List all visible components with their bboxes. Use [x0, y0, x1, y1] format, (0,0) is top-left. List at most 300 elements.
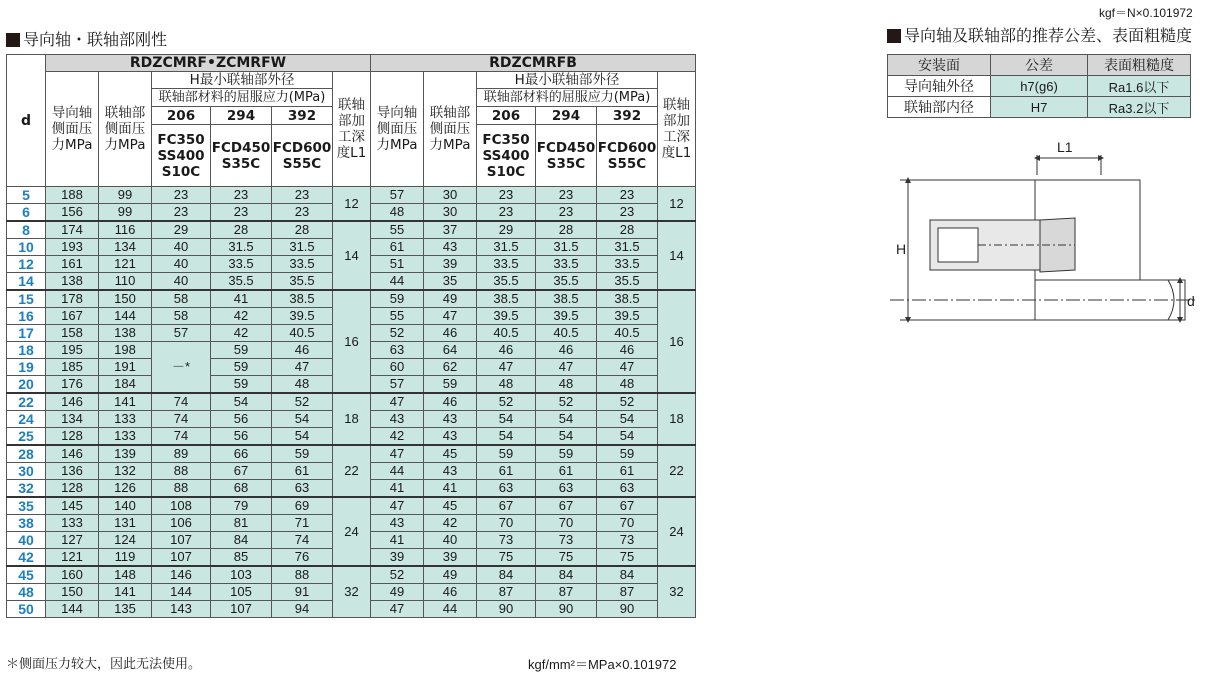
coupling-pressure-b: 59	[424, 376, 477, 394]
h-392: 52	[272, 393, 333, 411]
h-294: 54	[211, 393, 272, 411]
h-294-b: 28	[536, 221, 597, 239]
h-206-b: 38.5	[477, 290, 536, 308]
coupling-pressure: 133	[99, 428, 152, 446]
shaft-pressure-b: 55	[371, 308, 424, 325]
material-1: FC350 SS400 S10C	[477, 125, 536, 187]
coupling-pressure: 110	[99, 273, 152, 291]
coupling-pressure: 99	[99, 187, 152, 204]
shaft-pressure-b: 42	[371, 428, 424, 446]
h-294: 42	[211, 308, 272, 325]
h-392-b: 75	[597, 549, 658, 567]
d-value: 10	[7, 239, 46, 256]
coupling-pressure: 140	[99, 497, 152, 515]
h-206: 144	[152, 584, 211, 601]
table-row	[7, 445, 696, 463]
tol-header-surface: 安装面	[888, 55, 991, 76]
h-294: 107	[211, 601, 272, 618]
h-294-b: 23	[536, 204, 597, 222]
depth-l1-b: 16	[658, 290, 696, 393]
shaft-pressure-b: 57	[371, 187, 424, 204]
shaft-pressure-b: 41	[371, 532, 424, 549]
d-value: 45	[7, 566, 46, 584]
coupling-pressure-b: 45	[424, 445, 477, 463]
h-206: 146	[152, 566, 211, 584]
rigidity-table	[6, 54, 696, 618]
depth-l1: 14	[333, 221, 371, 290]
h-392: 88	[272, 566, 333, 584]
coupling-pressure-b: 43	[424, 463, 477, 480]
h-294-b: 70	[536, 515, 597, 532]
h-392-b: 47	[597, 359, 658, 376]
h-294-b: 73	[536, 532, 597, 549]
shaft-pressure-b: 39	[371, 549, 424, 567]
shaft-pressure: 167	[46, 308, 99, 325]
material-2: FCD450 S35C	[211, 125, 272, 187]
yield-stress-header: 联轴部材料的屈服应力(MPa)	[477, 89, 658, 107]
depth-header: 联轴部加工深度L1	[333, 72, 371, 187]
shaft-pressure-b: 61	[371, 239, 424, 256]
coupling-pressure: 191	[99, 359, 152, 376]
d-value: 40	[7, 532, 46, 549]
h-392-b: 90	[597, 601, 658, 618]
depth-l1: 12	[333, 187, 371, 222]
h-294-b: 46	[536, 342, 597, 359]
coupling-pressure-b: 46	[424, 584, 477, 601]
d-value: 42	[7, 549, 46, 567]
coupling-pressure: 141	[99, 393, 152, 411]
h-392: 35.5	[272, 273, 333, 291]
h-294-b: 90	[536, 601, 597, 618]
h-392: 63	[272, 480, 333, 498]
coupling-pressure-b: 43	[424, 411, 477, 428]
h-206: 88	[152, 480, 211, 498]
shaft-pressure-b: 41	[371, 480, 424, 498]
d-value: 24	[7, 411, 46, 428]
shaft-pressure: 128	[46, 428, 99, 446]
depth-l1-b: 18	[658, 393, 696, 445]
depth-l1: 24	[333, 497, 371, 566]
coupling-pressure-b: 62	[424, 359, 477, 376]
coupling-pressure: 144	[99, 308, 152, 325]
coupling-pressure-b: 43	[424, 428, 477, 446]
coupling-pressure: 138	[99, 325, 152, 342]
shaft-pressure: 146	[46, 445, 99, 463]
h-206-b: 84	[477, 566, 536, 584]
shaft-pressure-b: 47	[371, 601, 424, 618]
h-294: 67	[211, 463, 272, 480]
h-294-b: 75	[536, 549, 597, 567]
yield-206: 206	[477, 107, 536, 125]
d-value: 8	[7, 221, 46, 239]
unit-note-top: kgf＝N×0.101972	[1099, 6, 1193, 20]
table-row	[7, 566, 696, 584]
h-392-b: 54	[597, 411, 658, 428]
h-392-b: 67	[597, 497, 658, 515]
coupling-pressure: 141	[99, 584, 152, 601]
h-206: 107	[152, 549, 211, 567]
coupling-pressure: 139	[99, 445, 152, 463]
depth-l1: 32	[333, 566, 371, 618]
d-value: 22	[7, 393, 46, 411]
h-392: 74	[272, 532, 333, 549]
h-206: 74	[152, 393, 211, 411]
coupling-pressure-b: 64	[424, 342, 477, 359]
h-206-b: 23	[477, 187, 536, 204]
h-294-b: 31.5	[536, 239, 597, 256]
h-294: 79	[211, 497, 272, 515]
coupling-pressure: 135	[99, 601, 152, 618]
yield-392: 392	[272, 107, 333, 125]
h-206: 40	[152, 239, 211, 256]
h-294: 28	[211, 221, 272, 239]
h-294-b: 48	[536, 376, 597, 394]
h-206-b: 47	[477, 359, 536, 376]
h-392: 47	[272, 359, 333, 376]
h-206: 40	[152, 273, 211, 291]
h-392: 39.5	[272, 308, 333, 325]
title-square-icon	[887, 29, 901, 43]
depth-l1-b: 14	[658, 221, 696, 290]
right-title-text: 导向轴及联轴部的推荐公差、表面粗糙度	[904, 26, 1193, 45]
h-294: 23	[211, 204, 272, 222]
h-206: 23	[152, 187, 211, 204]
h-294-b: 54	[536, 428, 597, 446]
shaft-pressure-b: 52	[371, 325, 424, 342]
h-294: 56	[211, 411, 272, 428]
h-392: 48	[272, 376, 333, 394]
shaft-pressure: 188	[46, 187, 99, 204]
na-cell: －*	[152, 342, 211, 394]
h-294: 85	[211, 549, 272, 567]
coupling-pressure: 150	[99, 290, 152, 308]
h-294-b: 40.5	[536, 325, 597, 342]
h-392: 54	[272, 411, 333, 428]
depth-l1-b: 12	[658, 187, 696, 222]
h-392-b: 31.5	[597, 239, 658, 256]
d-value: 18	[7, 342, 46, 359]
coupling-pressure: 184	[99, 376, 152, 394]
coupling-pressure-b: 35	[424, 273, 477, 291]
h-294-b: 63	[536, 480, 597, 498]
h-206: 143	[152, 601, 211, 618]
footnote-unit: kgf/mm²＝MPa×0.101972	[528, 657, 677, 672]
shaft-pressure-b: 43	[371, 411, 424, 428]
h-294: 35.5	[211, 273, 272, 291]
group2-header: RDZCMRFB	[371, 55, 696, 72]
shaft-pressure: 128	[46, 480, 99, 498]
h-206: 108	[152, 497, 211, 515]
coupling-pressure-b: 49	[424, 290, 477, 308]
h-392: 94	[272, 601, 333, 618]
d-value: 28	[7, 445, 46, 463]
shaft-pressure: 156	[46, 204, 99, 222]
h-206-b: 33.5	[477, 256, 536, 273]
h-294: 81	[211, 515, 272, 532]
tol-row-tolerance: h7(g6)	[991, 76, 1088, 97]
h-392-b: 52	[597, 393, 658, 411]
yield-294: 294	[536, 107, 597, 125]
coupling-pressure: 124	[99, 532, 152, 549]
d-value: 15	[7, 290, 46, 308]
shaft-pressure-header: 导向轴侧面压力MPa	[371, 72, 424, 187]
h-294-b: 47	[536, 359, 597, 376]
shaft-pressure-b: 57	[371, 376, 424, 394]
h-392-b: 33.5	[597, 256, 658, 273]
h-206-b: 39.5	[477, 308, 536, 325]
coupling-pressure: 121	[99, 256, 152, 273]
h-392-b: 59	[597, 445, 658, 463]
coupling-pressure-b: 46	[424, 325, 477, 342]
h-392-b: 84	[597, 566, 658, 584]
footnote: ＊侧面压力较大，因此无法使用。	[6, 657, 202, 672]
h-206-b: 61	[477, 463, 536, 480]
h-min-header: H最小联轴部外径	[152, 72, 333, 89]
d-value: 5	[7, 187, 46, 204]
depth-l1-b: 24	[658, 497, 696, 566]
h-392: 69	[272, 497, 333, 515]
shaft-pressure-b: 47	[371, 497, 424, 515]
shaft-pressure: 121	[46, 549, 99, 567]
h-392-b: 38.5	[597, 290, 658, 308]
h-206: 23	[152, 204, 211, 222]
material-2: FCD450 S35C	[536, 125, 597, 187]
coupling-pressure-header: 联轴部侧面压力MPa	[424, 72, 477, 187]
h-392: 33.5	[272, 256, 333, 273]
table-row	[7, 497, 696, 515]
coupling-pressure-b: 30	[424, 204, 477, 222]
h-206-b: 52	[477, 393, 536, 411]
coupling-pressure: 148	[99, 566, 152, 584]
depth-l1-b: 22	[658, 445, 696, 497]
h-392: 38.5	[272, 290, 333, 308]
d-value: 6	[7, 204, 46, 222]
d-value: 32	[7, 480, 46, 498]
h-294: 31.5	[211, 239, 272, 256]
h-206-b: 90	[477, 601, 536, 618]
shaft-pressure: 134	[46, 411, 99, 428]
h-392: 61	[272, 463, 333, 480]
yield-392: 392	[597, 107, 658, 125]
h-392-b: 61	[597, 463, 658, 480]
shaft-pressure: 145	[46, 497, 99, 515]
h-294: 41	[211, 290, 272, 308]
coupling-pressure-b: 30	[424, 187, 477, 204]
h-206-b: 59	[477, 445, 536, 463]
h-294: 105	[211, 584, 272, 601]
h-392: 76	[272, 549, 333, 567]
coupling-diagram	[880, 130, 1200, 340]
left-title-text: 导向轴・联轴部刚性	[23, 30, 168, 49]
h-206-b: 75	[477, 549, 536, 567]
coupling-pressure-b: 49	[424, 566, 477, 584]
h-294: 42	[211, 325, 272, 342]
shaft-pressure-b: 44	[371, 273, 424, 291]
h-294-b: 59	[536, 445, 597, 463]
h-392-b: 48	[597, 376, 658, 394]
h-392: 40.5	[272, 325, 333, 342]
coupling-pressure: 116	[99, 221, 152, 239]
h-294: 84	[211, 532, 272, 549]
shaft-pressure: 138	[46, 273, 99, 291]
shaft-pressure: 133	[46, 515, 99, 532]
shaft-pressure: 185	[46, 359, 99, 376]
h-206: 40	[152, 256, 211, 273]
shaft-pressure-b: 48	[371, 204, 424, 222]
table-row	[7, 290, 696, 308]
h-294-b: 33.5	[536, 256, 597, 273]
h-206-b: 46	[477, 342, 536, 359]
h-392-b: 46	[597, 342, 658, 359]
shaft-pressure-b: 52	[371, 566, 424, 584]
h-392: 71	[272, 515, 333, 532]
h-294-b: 84	[536, 566, 597, 584]
h-294: 33.5	[211, 256, 272, 273]
coupling-pressure-header: 联轴部侧面压力MPa	[99, 72, 152, 187]
depth-l1: 22	[333, 445, 371, 497]
coupling-pressure: 132	[99, 463, 152, 480]
h-206: 74	[152, 411, 211, 428]
h-206-b: 70	[477, 515, 536, 532]
d-value: 16	[7, 308, 46, 325]
h-294-b: 38.5	[536, 290, 597, 308]
shaft-pressure-b: 59	[371, 290, 424, 308]
d-label: d	[1187, 293, 1195, 309]
shaft-pressure: 161	[46, 256, 99, 273]
coupling-pressure-b: 37	[424, 221, 477, 239]
h-294-b: 52	[536, 393, 597, 411]
h-294: 56	[211, 428, 272, 446]
coupling-pressure-b: 47	[424, 308, 477, 325]
h-206: 89	[152, 445, 211, 463]
h-294: 59	[211, 342, 272, 359]
h-206-b: 73	[477, 532, 536, 549]
h-294: 59	[211, 359, 272, 376]
d-value: 19	[7, 359, 46, 376]
material-3: FCD600 S55C	[272, 125, 333, 187]
h-392-b: 28	[597, 221, 658, 239]
h-392-b: 70	[597, 515, 658, 532]
shaft-pressure: 158	[46, 325, 99, 342]
h-392: 59	[272, 445, 333, 463]
h-294-b: 61	[536, 463, 597, 480]
depth-l1: 16	[333, 290, 371, 393]
h-206: 58	[152, 290, 211, 308]
right-title	[887, 26, 1192, 46]
title-square-icon	[6, 33, 20, 47]
h-392-b: 40.5	[597, 325, 658, 342]
tol-row-label: 联轴部内径	[888, 97, 991, 118]
h-206: 29	[152, 221, 211, 239]
yield-294: 294	[211, 107, 272, 125]
h-206: 106	[152, 515, 211, 532]
coupling-pressure-b: 40	[424, 532, 477, 549]
h-206-b: 54	[477, 428, 536, 446]
shaft-pressure-b: 47	[371, 393, 424, 411]
shaft-pressure: 174	[46, 221, 99, 239]
tol-row-label: 导向轴外径	[888, 76, 991, 97]
h-294-b: 54	[536, 411, 597, 428]
shaft-pressure-b: 44	[371, 463, 424, 480]
tol-row-tolerance: H7	[991, 97, 1088, 118]
coupling-pressure: 198	[99, 342, 152, 359]
h-294: 103	[211, 566, 272, 584]
h-206-b: 40.5	[477, 325, 536, 342]
shaft-pressure: 146	[46, 393, 99, 411]
tol-header-tolerance: 公差	[991, 55, 1088, 76]
group1-header: RDZCMRF•ZCMRFW	[46, 55, 371, 72]
coupling-pressure-b: 39	[424, 549, 477, 567]
coupling-pressure: 131	[99, 515, 152, 532]
h-392: 91	[272, 584, 333, 601]
material-1: FC350 SS400 S10C	[152, 125, 211, 187]
rigidity-table-body	[7, 187, 696, 618]
coupling-pressure-b: 42	[424, 515, 477, 532]
shaft-pressure: 195	[46, 342, 99, 359]
coupling-pressure: 99	[99, 204, 152, 222]
h-206-b: 54	[477, 411, 536, 428]
h-392-b: 63	[597, 480, 658, 498]
h-392: 46	[272, 342, 333, 359]
shaft-pressure: 150	[46, 584, 99, 601]
depth-l1: 18	[333, 393, 371, 445]
table-row	[7, 187, 696, 204]
h-392: 54	[272, 428, 333, 446]
shaft-pressure-b: 47	[371, 445, 424, 463]
h-206: 57	[152, 325, 211, 342]
coupling-pressure: 133	[99, 411, 152, 428]
h-206-b: 87	[477, 584, 536, 601]
l1-label: L1	[1057, 139, 1073, 155]
tolerance-table	[887, 54, 1191, 118]
h-206-b: 48	[477, 376, 536, 394]
coupling-pressure: 126	[99, 480, 152, 498]
shaft-pressure: 144	[46, 601, 99, 618]
h-294-b: 67	[536, 497, 597, 515]
shaft-pressure: 127	[46, 532, 99, 549]
h-294: 68	[211, 480, 272, 498]
yield-stress-header: 联轴部材料的屈服应力(MPa)	[152, 89, 333, 107]
h-294: 23	[211, 187, 272, 204]
shaft-pressure: 176	[46, 376, 99, 394]
shaft-pressure: 193	[46, 239, 99, 256]
h-206: 74	[152, 428, 211, 446]
h-294: 66	[211, 445, 272, 463]
h-294-b: 87	[536, 584, 597, 601]
h-min-header: H最小联轴部外径	[477, 72, 658, 89]
d-value: 12	[7, 256, 46, 273]
d-value: 25	[7, 428, 46, 446]
h-392: 23	[272, 187, 333, 204]
left-title	[6, 30, 167, 50]
h-392-b: 23	[597, 187, 658, 204]
shaft-pressure-b: 60	[371, 359, 424, 376]
d-value: 14	[7, 273, 46, 291]
shaft-pressure: 136	[46, 463, 99, 480]
h-206: 58	[152, 308, 211, 325]
shaft-pressure-b: 55	[371, 221, 424, 239]
table-row	[7, 221, 696, 239]
h-294: 59	[211, 376, 272, 394]
h-392-b: 73	[597, 532, 658, 549]
coupling-pressure-b: 43	[424, 239, 477, 256]
coupling-pressure: 119	[99, 549, 152, 567]
coupling-pressure-b: 44	[424, 601, 477, 618]
coupling-pressure: 134	[99, 239, 152, 256]
coupling-pressure-b: 41	[424, 480, 477, 498]
h-206-b: 63	[477, 480, 536, 498]
shaft-pressure-b: 63	[371, 342, 424, 359]
